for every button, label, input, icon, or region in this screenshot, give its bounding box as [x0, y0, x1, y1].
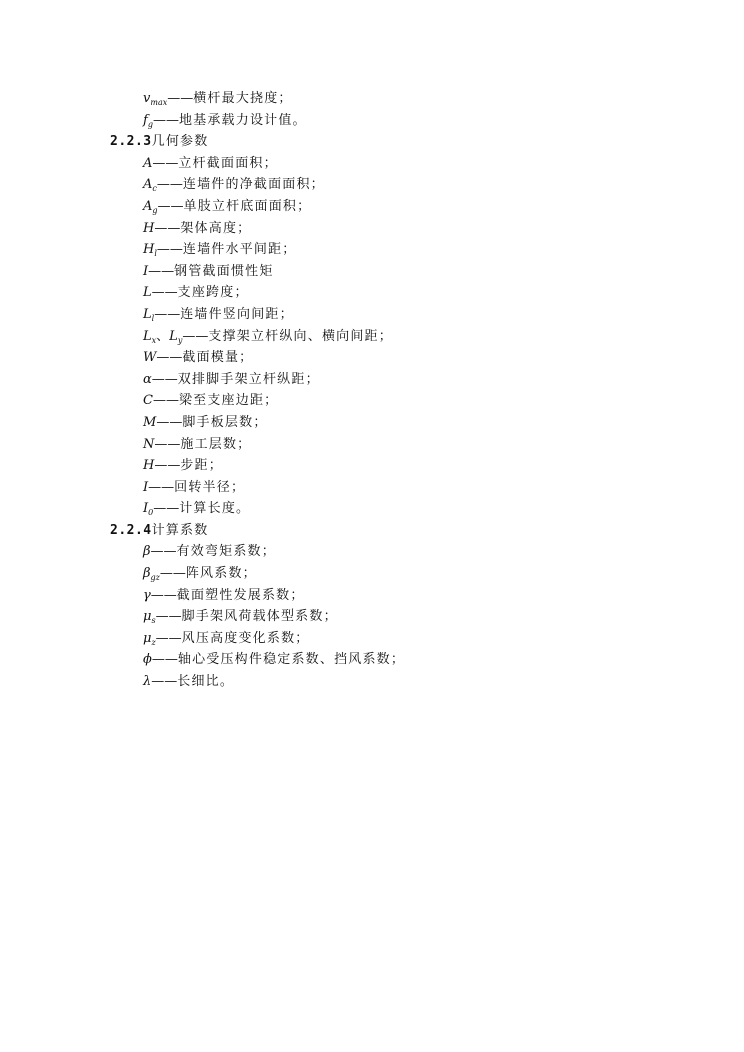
symbol-description: 立杆截面面积；: [178, 155, 278, 171]
symbol: $v_{max}$: [143, 91, 168, 107]
symbol-description: 截面塑性发展系数；: [176, 587, 305, 603]
symbol-entry: [0, 239, 744, 261]
symbol-description: 脚手架风荷载体型系数；: [181, 609, 338, 625]
symbol-entry: [0, 282, 744, 304]
symbol-description: 截面模量；: [182, 350, 254, 366]
symbol-entry: [0, 455, 744, 477]
symbol-description: 地基承载力设计值。: [178, 112, 307, 128]
symbol: λ: [143, 674, 152, 690]
symbol-entry: [0, 606, 744, 628]
symbol-entry: [0, 347, 744, 369]
symbol-entry: [0, 174, 744, 196]
symbol-entry: [0, 326, 744, 348]
symbol-entry: [0, 541, 744, 563]
section-title: 计算系数: [151, 522, 209, 538]
separator: ——: [154, 220, 181, 236]
section-number: 2.2.3: [110, 134, 152, 150]
symbol-entry: [0, 585, 744, 607]
section-heading: [0, 520, 744, 542]
symbol-entry: [0, 261, 744, 283]
symbol-description: 轴心受压构件稳定系数、挡风系数；: [177, 652, 406, 668]
separator: ——: [151, 674, 178, 690]
symbol-entry: [0, 153, 744, 175]
symbol-entry: [0, 412, 744, 434]
separator: ——: [154, 458, 181, 474]
symbol-entry: [0, 563, 744, 585]
separator: ——: [155, 630, 182, 646]
separator: ——: [151, 652, 178, 668]
separator: ——: [151, 371, 178, 387]
symbol-description: 单肢立杆底面面积；: [183, 198, 312, 214]
symbol-description: 横杆最大挠度；: [193, 91, 293, 106]
symbol-description: 回转半径；: [174, 479, 246, 495]
separator: ——: [154, 436, 181, 452]
symbol-description: 阵风系数；: [185, 566, 257, 582]
separator: ——: [150, 587, 177, 603]
separator: ——: [154, 306, 181, 322]
separator: ——: [152, 155, 179, 171]
symbol: $A_c$: [143, 177, 157, 194]
section-heading: [0, 131, 744, 153]
symbol-entry: [0, 369, 744, 391]
symbol: $L_l$: [143, 306, 155, 323]
symbol: $\beta_{gz}$: [143, 566, 160, 583]
separator: ——: [167, 91, 194, 106]
symbol-entry: [0, 628, 744, 650]
symbol-description: 有效弯矩系数；: [176, 544, 276, 560]
symbol: C: [143, 393, 153, 409]
separator: ——: [156, 242, 183, 258]
separator: ——: [155, 609, 182, 625]
symbol-description: 施工层数；: [180, 436, 252, 452]
symbol-description: 支撑架立杆纵向、横向间距；: [208, 328, 393, 344]
symbol: N: [143, 436, 155, 452]
separator: ——: [150, 544, 177, 560]
symbol-second: $L_y$: [169, 328, 183, 345]
symbol-list: [0, 88, 744, 693]
symbol: α: [143, 371, 152, 387]
symbol: $I_0$: [143, 501, 154, 518]
separator: ——: [152, 112, 179, 128]
section-number: 2.2.4: [110, 522, 152, 538]
section-title: 几何参数: [151, 134, 209, 150]
symbol-description: 风压高度变化系数；: [181, 630, 310, 646]
symbol-entry: [0, 88, 744, 110]
symbol-description: 连墙件水平间距；: [182, 242, 297, 258]
symbol: M: [143, 414, 157, 430]
symbol: $A_g$: [143, 198, 158, 215]
symbol: $L_x$: [143, 328, 157, 345]
separator: ——: [159, 566, 186, 582]
separator: ——: [182, 328, 209, 344]
symbol-description: 连墙件竖向间距；: [180, 306, 294, 322]
separator: ——: [153, 501, 180, 517]
symbol-description: 长细比。: [177, 674, 235, 690]
symbol-entry: [0, 477, 744, 499]
symbol-description: 梁至支座边距；: [178, 393, 279, 409]
separator: ——: [157, 198, 184, 214]
symbol: H: [143, 458, 155, 474]
symbol: β: [143, 544, 151, 560]
symbol-description: 双排脚手架立杆纵距；: [177, 371, 320, 387]
symbol: $f_g$: [143, 112, 153, 129]
symbol: L: [143, 285, 152, 301]
symbol: ϕ: [143, 652, 152, 668]
symbol-description: 支座跨度；: [177, 285, 249, 301]
separator: ——: [151, 285, 178, 301]
symbol: W: [143, 350, 157, 366]
symbol-entry: [0, 110, 744, 132]
symbol-entry: [0, 649, 744, 671]
symbol: $\mu_s$: [143, 609, 156, 626]
symbol-description: 计算长度。: [179, 501, 251, 517]
symbol: γ: [143, 587, 151, 603]
symbol-description: 连墙件的净截面面积；: [182, 177, 325, 193]
symbol: $H_l$: [143, 242, 157, 259]
symbol-description: 钢管截面惯性矩: [174, 263, 274, 279]
symbol-entry: [0, 196, 744, 218]
symbol-entry: [0, 498, 744, 520]
separator: ——: [148, 479, 175, 495]
symbol: $\mu_z$: [143, 630, 156, 647]
separator: ——: [156, 350, 183, 366]
symbol-entry: [0, 304, 744, 326]
symbol-entry: [0, 218, 744, 240]
symbol: I: [143, 479, 149, 495]
symbol: I: [143, 263, 149, 279]
symbol-entry: [0, 671, 744, 693]
separator: ——: [156, 177, 183, 193]
separator: ——: [148, 263, 175, 279]
symbol-joiner: 、: [156, 328, 170, 344]
symbol-description: 脚手板层数；: [182, 414, 268, 430]
symbol-entry: [0, 434, 744, 456]
symbol-description: 架体高度；: [180, 220, 252, 236]
symbol-description: 步距；: [180, 458, 223, 474]
separator: ——: [152, 393, 179, 409]
symbol: H: [143, 220, 155, 236]
separator: ——: [156, 414, 183, 430]
symbol-entry: [0, 390, 744, 412]
symbol: A: [143, 155, 153, 171]
